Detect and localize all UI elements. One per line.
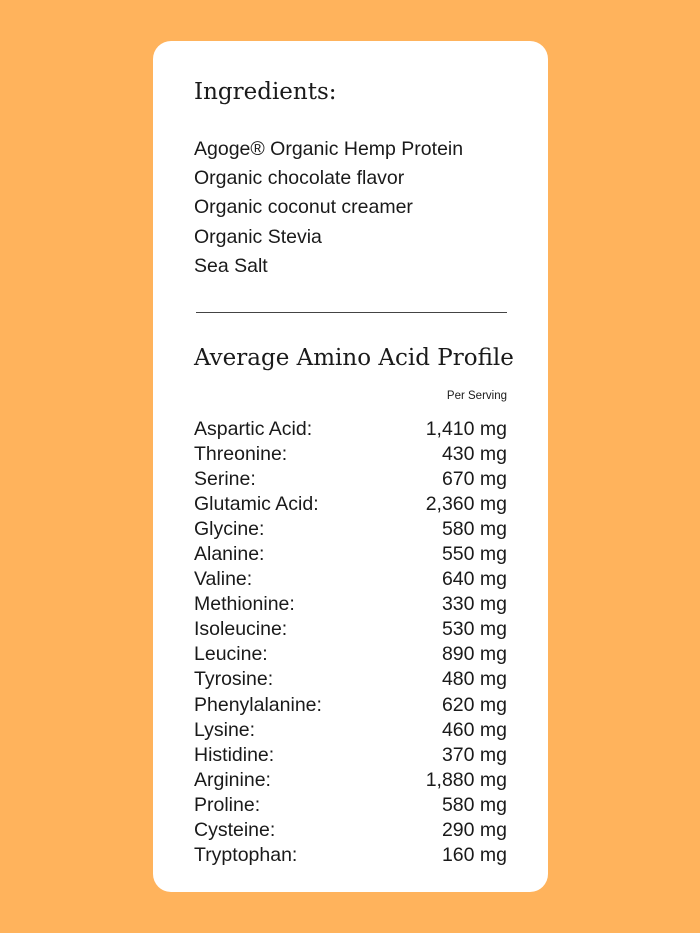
amino-acid-amount: 550 mg bbox=[441, 543, 507, 566]
amino-acid-name: Alanine: bbox=[194, 543, 265, 566]
amino-acid-amount: 580 mg bbox=[441, 518, 507, 541]
amino-acid-name: Tryptophan: bbox=[194, 843, 298, 866]
amino-acid-name: Threonine: bbox=[194, 443, 288, 466]
amino-acid-amount: 580 mg bbox=[441, 793, 507, 816]
table-row bbox=[194, 417, 507, 442]
ingredient-item: Organic Stevia bbox=[194, 225, 322, 248]
amino-acid-name: Arginine: bbox=[194, 768, 271, 791]
table-row bbox=[194, 492, 507, 517]
amino-acid-name: Cysteine: bbox=[194, 818, 276, 841]
table-row bbox=[194, 542, 507, 567]
amino-acid-table bbox=[194, 417, 507, 868]
amino-acid-name: Lysine: bbox=[194, 718, 256, 741]
table-row bbox=[194, 567, 507, 592]
ingredient-item: Sea Salt bbox=[194, 254, 268, 277]
amino-acid-amount: 160 mg bbox=[441, 843, 507, 866]
amino-acid-amount: 480 mg bbox=[441, 668, 507, 691]
nutrition-card bbox=[153, 41, 548, 892]
section-divider bbox=[196, 312, 507, 313]
per-serving-label: Per Serving bbox=[446, 390, 507, 402]
amino-acid-amount: 290 mg bbox=[441, 818, 507, 841]
amino-acid-amount: 620 mg bbox=[441, 693, 507, 716]
amino-acid-amount: 890 mg bbox=[441, 643, 507, 666]
table-row bbox=[194, 517, 507, 542]
table-row bbox=[194, 768, 507, 793]
ingredient-item: Agoge® Organic Hemp Protein bbox=[194, 138, 464, 160]
amino-acid-name: Tyrosine: bbox=[194, 668, 274, 691]
amino-profile-heading: Average Amino Acid Profile bbox=[194, 345, 514, 371]
table-row bbox=[194, 592, 507, 617]
table-row bbox=[194, 818, 507, 843]
table-row bbox=[194, 667, 507, 692]
table-row bbox=[194, 642, 507, 667]
amino-acid-amount: 330 mg bbox=[441, 593, 507, 616]
amino-acid-name: Histidine: bbox=[194, 743, 275, 766]
amino-acid-name: Phenylalanine: bbox=[194, 693, 322, 716]
amino-acid-amount: 530 mg bbox=[441, 618, 507, 641]
amino-acid-name: Proline: bbox=[194, 793, 261, 816]
table-row bbox=[194, 718, 507, 743]
amino-acid-name: Aspartic Acid: bbox=[194, 418, 313, 440]
amino-acid-amount: 670 mg bbox=[441, 468, 507, 491]
table-row bbox=[194, 617, 507, 642]
amino-acid-name: Methionine: bbox=[194, 593, 295, 616]
amino-acid-amount: 370 mg bbox=[441, 743, 507, 766]
amino-acid-name: Leucine: bbox=[194, 643, 268, 666]
amino-acid-name: Isoleucine: bbox=[194, 618, 288, 641]
table-row bbox=[194, 843, 507, 868]
ingredient-item: Organic chocolate flavor bbox=[194, 167, 405, 190]
table-row bbox=[194, 467, 507, 492]
amino-acid-amount: 2,360 mg bbox=[425, 493, 507, 516]
amino-acid-amount: 430 mg bbox=[441, 443, 507, 466]
table-row bbox=[194, 693, 507, 718]
amino-acid-amount: 640 mg bbox=[441, 568, 507, 591]
amino-acid-name: Glutamic Acid: bbox=[194, 493, 319, 516]
table-row bbox=[194, 442, 507, 467]
ingredients-list bbox=[194, 135, 463, 281]
amino-acid-name: Valine: bbox=[194, 568, 253, 591]
amino-acid-amount: 1,880 mg bbox=[425, 768, 507, 791]
ingredient-item: Organic coconut creamer bbox=[194, 196, 413, 219]
table-row bbox=[194, 793, 507, 818]
amino-acid-name: Serine: bbox=[194, 468, 256, 491]
amino-acid-amount: 1,410 mg bbox=[425, 418, 507, 440]
amino-acid-amount: 460 mg bbox=[441, 718, 507, 741]
table-row bbox=[194, 743, 507, 768]
amino-acid-name: Glycine: bbox=[194, 518, 265, 541]
ingredients-heading: Ingredients: bbox=[194, 79, 337, 105]
